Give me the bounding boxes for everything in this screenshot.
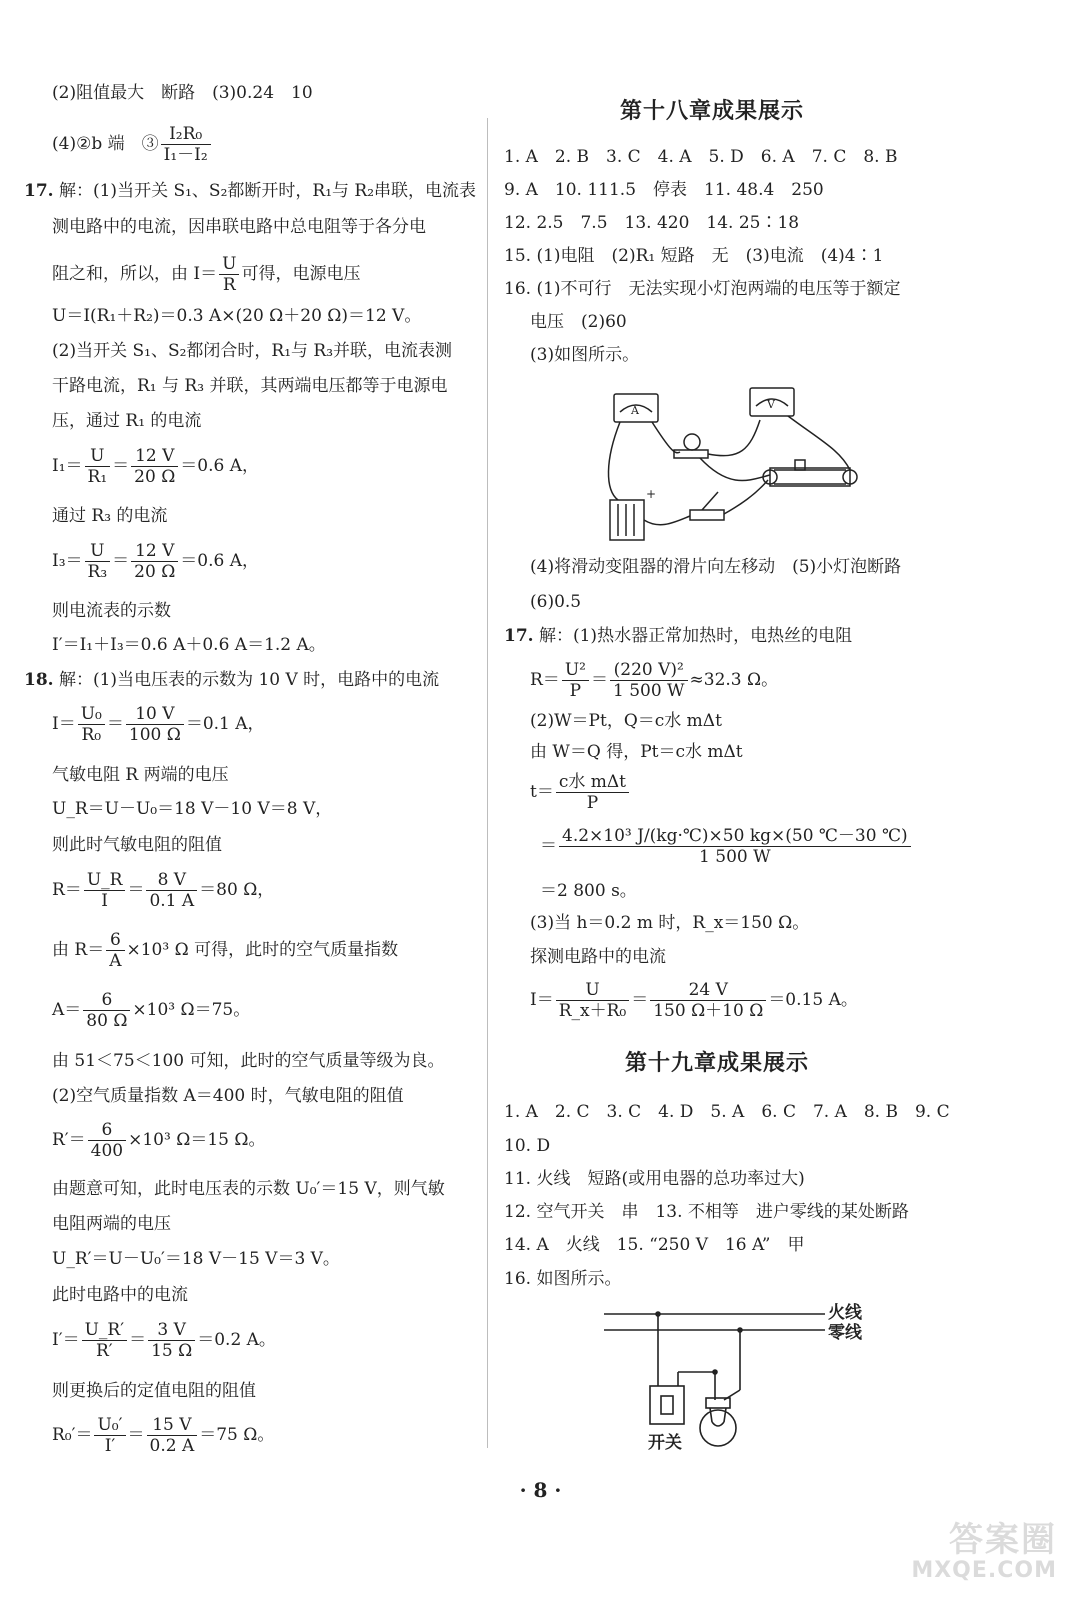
answer-line: 电压 (2)60 [530, 312, 627, 332]
answer-line: 15. (1)电阻 (2)R₁ 短路 无 (3)电流 (4)4∶1 [504, 246, 884, 266]
answer-line: (2)W＝Pt，Q＝c水 mΔt [530, 711, 722, 731]
answer-line: 则更换后的定值电阻的阻值 [52, 1381, 256, 1401]
question-17-line: 17. 解：(1)热水器正常加热时，电热丝的电阻 [504, 626, 853, 646]
formula-line: I＝ $\frac{\text{U₀}}{\text{R₀}}$ ＝ $\frac{10 V}{100 \Omega}$ ＝0.1 A， [52, 704, 265, 745]
watermark-text: 答案圈 [949, 1520, 1057, 1560]
experiment-circuit-figure [600, 380, 890, 550]
answer-line: 10. D [504, 1136, 551, 1156]
answer-line: (6)0.5 [530, 592, 582, 612]
answer-line: 此时电路中的电流 [52, 1285, 188, 1305]
formula-line: t＝ $\frac{\text{c水 mΔt}}{P}$ [530, 772, 631, 813]
answer-line: 则电流表的示数 [52, 601, 171, 621]
watermark [913, 1512, 1063, 1590]
bulb [684, 434, 700, 450]
switch [690, 510, 724, 520]
answer-line: (4)②b 端 ③ $\frac{\text{I₂R₀}}{\text{I₁－I₂}}$ [52, 124, 213, 165]
answer-line: 气敏电阻 R 两端的电压 [52, 765, 229, 785]
switch-label: 开关 [648, 1433, 682, 1453]
answer-line: U_R＝U－U₀＝18 V－10 V＝8 V， [52, 799, 333, 819]
formula-line: A＝ $\frac{6}{80 \Omega}$ ×10³ Ω＝75。 [52, 990, 251, 1031]
page-number: · 8 · [519, 1478, 562, 1502]
chapter-19-heading: 第十九章成果展示 [625, 1051, 810, 1076]
bulb [700, 1410, 736, 1446]
answer-line: 16. (1)不可行 无法实现小灯泡两端的电压等于额定 [504, 279, 901, 299]
answer-line: 12. 空气开关 串 13. 不相等 进户零线的某处断路 [504, 1202, 909, 1222]
neutral-wire-label: 零线 [828, 1323, 862, 1343]
svg-text:A: A [631, 404, 639, 417]
answer-line: 干路电流，R₁ 与 R₃ 并联，其两端电压都等于电源电 [52, 376, 448, 396]
answer-line: ＝2 800 s。 [540, 881, 637, 901]
chapter-18-heading: 第十八章成果展示 [620, 99, 805, 124]
fraction: $\frac{\text{I₂R₀}}{\text{I₁－I₂}}$ [161, 124, 211, 165]
fraction: $\frac{U}{R}$ [219, 254, 239, 295]
answer-line: 12. 2.5 7.5 13. 420 14. 25∶18 [504, 213, 800, 233]
answer-line: 探测电路中的电流 [530, 947, 666, 967]
formula-line: ＝ $\frac{\text{4.2×10³ J/(kg·℃)×50 kg×(50 ℃－30 ℃)}}{1 500 W}$ [540, 826, 913, 867]
answer-line: 则此时气敏电阻的阻值 [52, 835, 222, 855]
answer-line: 由题意可知，此时电压表的示数 U₀′＝15 V，则气敏 [52, 1179, 445, 1199]
formula-line: I₃＝ $\frac{U}{\text{R₃}}$ ＝ $\frac{12 V}{20 \Omega}$ ＝0.6 A， [52, 541, 260, 582]
svg-text:V: V [767, 398, 775, 411]
watermark-url: MXQE.COM [911, 1558, 1057, 1583]
answer-line: 1. A 2. C 3. C 4. D 5. A 6. C 7. A 8. B 9. C [504, 1102, 950, 1122]
switch-box [650, 1386, 684, 1424]
answer-line: 由 51＜75＜100 可知，此时的空气质量等级为良。 [52, 1051, 445, 1071]
answer-line: (2)阻值最大 断路 (3)0.24 10 [52, 83, 313, 103]
answer-line: 16. 如图所示。 [504, 1269, 622, 1289]
formula-line: I₁＝ $\frac{U}{\text{R₁}}$ ＝ $\frac{12 V}{20 \Omega}$ ＝0.6 A， [52, 446, 260, 487]
formula-line: R′＝ $\frac{6}{400}$ ×10³ Ω＝15 Ω。 [52, 1120, 266, 1161]
answer-line: U_R′＝U－U₀′＝18 V－15 V＝3 V。 [52, 1249, 340, 1269]
question-17-line: 17. 解：(1)当开关 S₁、S₂都断开时，R₁与 R₂串联，电流表 [24, 181, 477, 201]
live-wire-label: 火线 [828, 1303, 862, 1323]
answer-line: (2)当开关 S₁、S₂都闭合时，R₁与 R₃并联，电流表测 [52, 341, 453, 361]
answer-line: (3)如图所示。 [530, 345, 640, 365]
formula-line: 由 R＝ $\frac{6}{A}$ ×10³ Ω 可得，此时的空气质量指数 [52, 930, 399, 971]
formula-line: I′＝ $\frac{U\_R'}{R'}$ ＝ $\frac{3 V}{15 \Omega}$ ＝0.2 A。 [52, 1320, 276, 1361]
bulb-holder [706, 1398, 730, 1408]
answer-line: (3)当 h＝0.2 m 时，R_x＝150 Ω。 [530, 913, 810, 933]
answer-line: 电阻两端的电压 [52, 1214, 171, 1234]
answer-line: 由 W＝Q 得，Pt＝c水 mΔt [530, 742, 743, 762]
answer-line: 压，通过 R₁ 的电流 [52, 411, 202, 431]
question-18-line: 18. 解：(1)当电压表的示数为 10 V 时，电路中的电流 [24, 670, 440, 690]
formula-line: R＝ $\frac{U\_R}{I}$ ＝ $\frac{8 V}{0.1 A}$ ＝80 Ω， [52, 870, 275, 911]
battery [610, 500, 644, 540]
answer-line: 通过 R₃ 的电流 [52, 506, 168, 526]
formula-line: R＝ $\frac{\text{U²}}{P}$ ＝ $\frac{\text{(220 V)²}}{1 500 W}$ ≈32.3 Ω。 [530, 660, 779, 701]
answer-line: (2)空气质量指数 A＝400 时，气敏电阻的阻值 [52, 1086, 404, 1106]
formula-line: R₀′＝ $\frac{\text{U₀′}}{I'}$ ＝ $\frac{15 V}{0.2 A}$ ＝75 Ω。 [52, 1415, 275, 1456]
answer-line: 1. A 2. B 3. C 4. A 5. D 6. A 7. C 8. B [504, 147, 898, 167]
answer-line: U＝I(R₁＋R₂)＝0.3 A×(20 Ω＋20 Ω)＝12 V。 [52, 306, 422, 326]
answer-line: I′＝I₁＋I₃＝0.6 A＋0.6 A＝1.2 A。 [52, 635, 326, 655]
column-divider [487, 118, 488, 1448]
svg-text:+: + [646, 487, 657, 501]
answer-line: 9. A 10. 111.5 停表 11. 48.4 250 [504, 180, 824, 200]
answer-line: 测电路中的电流，因串联电路中总电阻等于各分电 [52, 217, 426, 237]
answer-line: 阻之和，所以，由 I＝ $\frac{U}{R}$ 可得，电源电压 [52, 254, 361, 295]
answer-line: 14. A 火线 15. “250 V 16 A” 甲 [504, 1235, 805, 1255]
answer-line: 11. 火线 短路(或用电器的总功率过大) [504, 1169, 805, 1189]
answer-line: (4)将滑动变阻器的滑片向左移动 (5)小灯泡断路 [530, 557, 902, 577]
formula-line: I＝ $\frac{U}{\text{R\_x＋R₀}}$ ＝ $\frac{24 V}{150 \Omega+10 \Omega}$ ＝0.15 A。 [530, 980, 858, 1021]
